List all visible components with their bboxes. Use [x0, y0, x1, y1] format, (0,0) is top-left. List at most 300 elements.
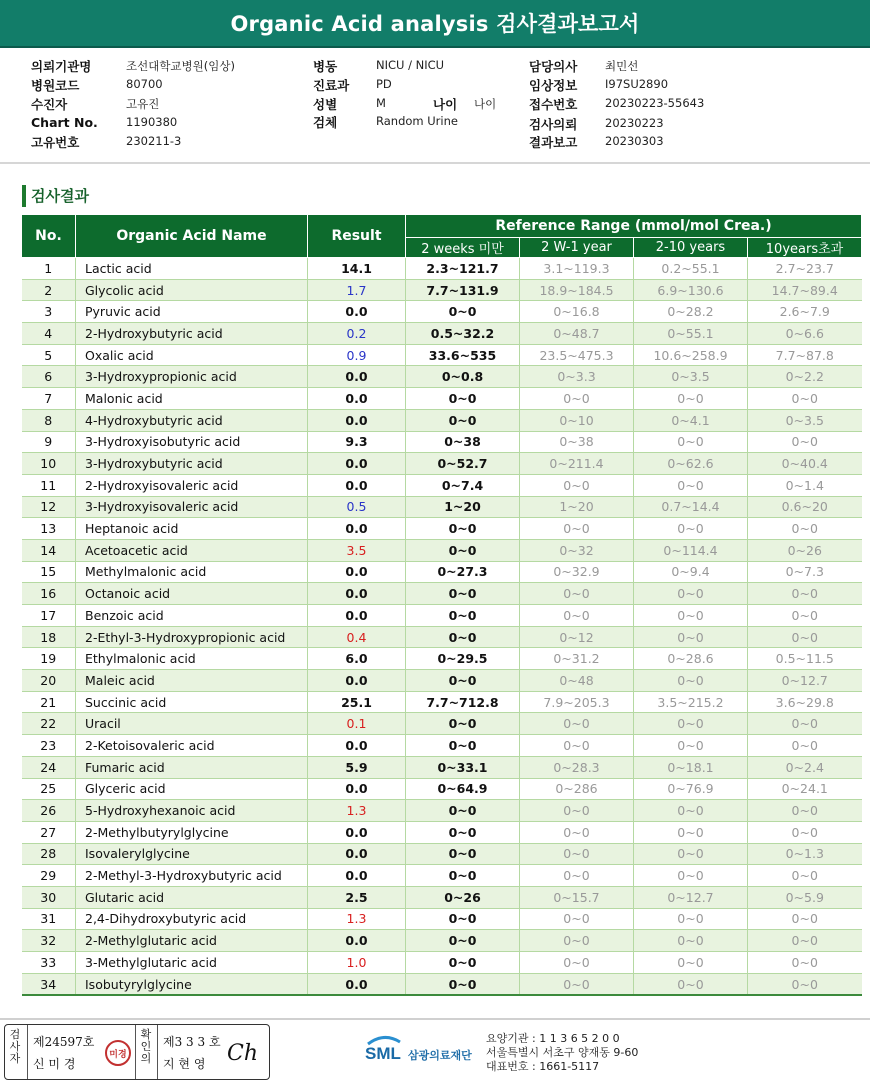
row-no: 33	[22, 952, 76, 974]
row-result: 0.5	[308, 496, 406, 518]
divider	[157, 1025, 158, 1079]
row-ref-2weeks: 7.7~131.9	[406, 279, 520, 301]
row-ref-2weeks: 0~38	[406, 431, 520, 453]
row-ref-2weeks: 0~0	[406, 821, 520, 843]
row-ref-10y-plus: 2.6~7.9	[748, 301, 862, 323]
row-result: 3.5	[308, 539, 406, 561]
row-ref-10y-plus: 0~0	[748, 626, 862, 648]
row-acid-name: 2-Hydroxybutyric acid	[76, 323, 308, 345]
row-result: 0.0	[308, 366, 406, 388]
row-ref-2-10y: 0~0	[634, 865, 748, 887]
divider	[0, 162, 870, 164]
row-ref-2w-1y: 0~0	[520, 908, 634, 930]
row-no: 16	[22, 583, 76, 605]
row-ref-2-10y: 0~55.1	[634, 323, 748, 345]
divider	[0, 1018, 870, 1020]
row-ref-2w-1y: 0~286	[520, 778, 634, 800]
info-label: 수진자	[31, 97, 68, 112]
section-title: 검사결과	[22, 185, 89, 207]
row-acid-name: Maleic acid	[76, 670, 308, 692]
row-ref-2w-1y: 0~0	[520, 843, 634, 865]
row-ref-10y-plus: 0~0	[748, 518, 862, 540]
table-row	[22, 323, 862, 345]
table-row	[22, 821, 862, 843]
row-ref-2-10y: 0~0	[634, 670, 748, 692]
row-ref-2-10y: 0~0	[634, 735, 748, 757]
row-ref-10y-plus: 3.6~29.8	[748, 691, 862, 713]
row-ref-10y-plus: 0~0	[748, 735, 862, 757]
row-ref-2-10y: 6.9~130.6	[634, 279, 748, 301]
confirm-label: 확인의	[140, 1028, 152, 1065]
row-ref-2-10y: 0~28.6	[634, 648, 748, 670]
row-ref-10y-plus: 0~0	[748, 930, 862, 952]
row-result: 0.0	[308, 518, 406, 540]
table-row	[22, 301, 862, 323]
row-acid-name: 2-Ketoisovaleric acid	[76, 735, 308, 757]
row-no: 8	[22, 409, 76, 431]
row-ref-2w-1y: 0~31.2	[520, 648, 634, 670]
info-value: 20230223	[605, 116, 664, 130]
header-result: Result	[308, 215, 406, 258]
row-ref-2weeks: 0~0	[406, 539, 520, 561]
row-ref-2w-1y: 0~0	[520, 605, 634, 627]
row-no: 7	[22, 388, 76, 410]
row-no: 30	[22, 886, 76, 908]
table-row	[22, 670, 862, 692]
row-result: 0.9	[308, 344, 406, 366]
row-no: 23	[22, 735, 76, 757]
row-ref-2weeks: 0~26	[406, 886, 520, 908]
row-ref-10y-plus: 0~0	[748, 713, 862, 735]
row-no: 15	[22, 561, 76, 583]
row-ref-2-10y: 0~28.2	[634, 301, 748, 323]
row-ref-2-10y: 0~76.9	[634, 778, 748, 800]
info-label: 진료과	[313, 78, 350, 93]
row-no: 19	[22, 648, 76, 670]
table-row	[22, 648, 862, 670]
row-ref-2-10y: 0~0	[634, 843, 748, 865]
info-label: 성별	[313, 97, 338, 112]
table-row	[22, 453, 862, 475]
row-no: 4	[22, 323, 76, 345]
row-acid-name: Lactic acid	[76, 258, 308, 280]
report-title: Organic Acid analysis 검사결과보고서	[230, 12, 640, 36]
info-value: 최민선	[605, 59, 639, 73]
table-row	[22, 735, 862, 757]
info-value: 80700	[126, 77, 163, 91]
table-row	[22, 800, 862, 822]
org-info	[486, 1032, 638, 1074]
row-ref-2w-1y: 0~38	[520, 431, 634, 453]
org-info-line: 요양기관 : 1 1 3 6 5 2 0 0	[486, 1032, 620, 1045]
row-acid-name: 3-Hydroxyisobutyric acid	[76, 431, 308, 453]
row-ref-2weeks: 0~0.8	[406, 366, 520, 388]
table-row	[22, 843, 862, 865]
row-ref-2-10y: 0~0	[634, 930, 748, 952]
row-result: 0.0	[308, 778, 406, 800]
row-no: 12	[22, 496, 76, 518]
row-ref-2w-1y: 0~15.7	[520, 886, 634, 908]
row-result: 0.0	[308, 453, 406, 475]
sml-logo-text: SML	[365, 1044, 401, 1063]
row-ref-2weeks: 0~0	[406, 952, 520, 974]
seal-stamp: 미경	[105, 1040, 131, 1066]
table-row	[22, 778, 862, 800]
confirm-name: 지 현 영	[163, 1057, 206, 1071]
row-result: 1.3	[308, 800, 406, 822]
row-no: 2	[22, 279, 76, 301]
row-ref-2weeks: 0~52.7	[406, 453, 520, 475]
row-no: 3	[22, 301, 76, 323]
row-ref-2w-1y: 0~0	[520, 821, 634, 843]
header-ref-col: 2 weeks 미만	[406, 238, 520, 258]
row-ref-2w-1y: 18.9~184.5	[520, 279, 634, 301]
row-acid-name: Glycolic acid	[76, 279, 308, 301]
row-no: 34	[22, 973, 76, 995]
header-reference-range: Reference Range (mmol/mol Crea.)	[406, 215, 862, 238]
row-acid-name: Succinic acid	[76, 691, 308, 713]
row-no: 24	[22, 756, 76, 778]
row-ref-2weeks: 0~0	[406, 626, 520, 648]
row-no: 18	[22, 626, 76, 648]
row-result: 0.0	[308, 843, 406, 865]
info-label: 임상정보	[529, 78, 578, 93]
row-ref-2w-1y: 23.5~475.3	[520, 344, 634, 366]
divider	[135, 1025, 136, 1079]
row-acid-name: 2-Hydroxyisovaleric acid	[76, 474, 308, 496]
row-acid-name: Oxalic acid	[76, 344, 308, 366]
row-ref-2-10y: 0~0	[634, 821, 748, 843]
row-no: 5	[22, 344, 76, 366]
examiner-license-no: 제24597호	[33, 1035, 95, 1049]
row-ref-2weeks: 0~0	[406, 518, 520, 540]
table-row	[22, 605, 862, 627]
row-ref-10y-plus: 0~24.1	[748, 778, 862, 800]
info-value: NICU / NICU	[376, 58, 445, 72]
row-ref-10y-plus: 0~0	[748, 821, 862, 843]
row-acid-name: 5-Hydroxyhexanoic acid	[76, 800, 308, 822]
row-ref-2weeks: 0~7.4	[406, 474, 520, 496]
info-label: 병동	[313, 59, 338, 74]
table-row	[22, 431, 862, 453]
header-ref-col: 2 W-1 year	[520, 238, 634, 258]
row-result: 0.0	[308, 388, 406, 410]
row-ref-2-10y: 0~0	[634, 388, 748, 410]
row-ref-2-10y: 0~0	[634, 952, 748, 974]
row-ref-2weeks: 0~0	[406, 800, 520, 822]
row-ref-2w-1y: 7.9~205.3	[520, 691, 634, 713]
report-title-bar	[0, 0, 870, 48]
row-ref-2w-1y: 0~0	[520, 474, 634, 496]
row-ref-2-10y: 0~12.7	[634, 886, 748, 908]
row-ref-10y-plus: 0~1.3	[748, 843, 862, 865]
row-result: 0.0	[308, 973, 406, 995]
row-ref-2-10y: 0~0	[634, 800, 748, 822]
row-ref-2w-1y: 0~211.4	[520, 453, 634, 475]
table-row	[22, 865, 862, 887]
row-ref-2-10y: 0~0	[634, 583, 748, 605]
row-acid-name: Isovalerylglycine	[76, 843, 308, 865]
row-acid-name: Glyceric acid	[76, 778, 308, 800]
row-ref-10y-plus: 0~2.2	[748, 366, 862, 388]
table-row	[22, 409, 862, 431]
table-row	[22, 691, 862, 713]
row-ref-2weeks: 0~33.1	[406, 756, 520, 778]
row-ref-2-10y: 0~0	[634, 626, 748, 648]
row-ref-2w-1y: 0~10	[520, 409, 634, 431]
row-acid-name: Pyruvic acid	[76, 301, 308, 323]
info-value: 230211-3	[126, 134, 182, 148]
row-no: 31	[22, 908, 76, 930]
row-no: 28	[22, 843, 76, 865]
header-ref-col: 10years초과	[748, 238, 862, 258]
row-ref-10y-plus: 0~5.9	[748, 886, 862, 908]
row-result: 0.0	[308, 930, 406, 952]
row-ref-2w-1y: 0~48.7	[520, 323, 634, 345]
row-acid-name: Heptanoic acid	[76, 518, 308, 540]
row-no: 22	[22, 713, 76, 735]
patient-info	[0, 56, 870, 156]
row-result: 14.1	[308, 258, 406, 280]
row-acid-name: 4-Hydroxybutyric acid	[76, 409, 308, 431]
info-value-age: 나이	[474, 97, 497, 111]
info-value: 조선대학교병원(임상)	[126, 59, 235, 73]
info-value: 20230303	[605, 134, 664, 148]
row-ref-2weeks: 0~0	[406, 865, 520, 887]
row-ref-2-10y: 0.7~14.4	[634, 496, 748, 518]
row-no: 21	[22, 691, 76, 713]
info-label: 검체	[313, 115, 338, 130]
row-ref-2-10y: 0~0	[634, 713, 748, 735]
row-ref-2weeks: 0~0	[406, 301, 520, 323]
table-row	[22, 908, 862, 930]
row-result: 1.3	[308, 908, 406, 930]
row-ref-10y-plus: 0~0	[748, 908, 862, 930]
table-row	[22, 713, 862, 735]
table-row	[22, 518, 862, 540]
row-ref-2weeks: 0~0	[406, 843, 520, 865]
row-no: 27	[22, 821, 76, 843]
row-ref-2-10y: 0~18.1	[634, 756, 748, 778]
row-result: 2.5	[308, 886, 406, 908]
row-ref-2weeks: 1~20	[406, 496, 520, 518]
row-result: 0.0	[308, 301, 406, 323]
row-acid-name: Uracil	[76, 713, 308, 735]
info-label: 의뢰기관명	[31, 59, 92, 74]
row-no: 6	[22, 366, 76, 388]
row-acid-name: 3-Hydroxypropionic acid	[76, 366, 308, 388]
row-ref-2w-1y: 0~3.3	[520, 366, 634, 388]
examiner-name: 신 미 경	[33, 1057, 76, 1071]
info-value: 20230223-55643	[605, 96, 705, 110]
row-no: 20	[22, 670, 76, 692]
row-ref-10y-plus: 0~0	[748, 952, 862, 974]
header-ref-col: 2-10 years	[634, 238, 748, 258]
row-ref-2w-1y: 0~0	[520, 865, 634, 887]
row-acid-name: 2-Methylbutyrylglycine	[76, 821, 308, 843]
row-ref-2w-1y: 0~0	[520, 518, 634, 540]
row-ref-10y-plus: 0.6~20	[748, 496, 862, 518]
row-ref-2w-1y: 0~0	[520, 952, 634, 974]
divider	[27, 1025, 28, 1079]
row-no: 9	[22, 431, 76, 453]
row-acid-name: 3-Hydroxyisovaleric acid	[76, 496, 308, 518]
row-acid-name: Isobutyrylglycine	[76, 973, 308, 995]
row-no: 32	[22, 930, 76, 952]
table-row	[22, 474, 862, 496]
row-result: 1.0	[308, 952, 406, 974]
row-ref-10y-plus: 0~3.5	[748, 409, 862, 431]
row-ref-10y-plus: 0~40.4	[748, 453, 862, 475]
row-acid-name: 3-Methylglutaric acid	[76, 952, 308, 974]
row-acid-name: Benzoic acid	[76, 605, 308, 627]
row-ref-2-10y: 0~0	[634, 431, 748, 453]
row-acid-name: 2-Methyl-3-Hydroxybutyric acid	[76, 865, 308, 887]
row-result: 0.0	[308, 670, 406, 692]
row-ref-2w-1y: 0~28.3	[520, 756, 634, 778]
row-no: 25	[22, 778, 76, 800]
row-ref-2w-1y: 0~0	[520, 713, 634, 735]
row-ref-10y-plus: 0~1.4	[748, 474, 862, 496]
row-result: 0.1	[308, 713, 406, 735]
info-label: 담당의사	[529, 59, 578, 74]
row-ref-2w-1y: 0~32.9	[520, 561, 634, 583]
table-row	[22, 388, 862, 410]
table-row	[22, 496, 862, 518]
row-ref-2w-1y: 0~16.8	[520, 301, 634, 323]
info-label: 결과보고	[529, 135, 578, 150]
row-result: 0.2	[308, 323, 406, 345]
row-ref-2w-1y: 0~0	[520, 800, 634, 822]
table-row	[22, 973, 862, 995]
row-ref-10y-plus: 0~26	[748, 539, 862, 561]
row-ref-2w-1y: 3.1~119.3	[520, 258, 634, 280]
row-ref-10y-plus: 14.7~89.4	[748, 279, 862, 301]
row-acid-name: Glutaric acid	[76, 886, 308, 908]
row-ref-2weeks: 0~0	[406, 388, 520, 410]
table-row	[22, 756, 862, 778]
row-ref-10y-plus: 0~0	[748, 388, 862, 410]
row-ref-2w-1y: 0~0	[520, 583, 634, 605]
row-result: 0.0	[308, 735, 406, 757]
row-acid-name: Malonic acid	[76, 388, 308, 410]
org-info-line: 대표번호 : 1661-5117	[486, 1060, 600, 1073]
row-acid-name: Acetoacetic acid	[76, 539, 308, 561]
row-no: 1	[22, 258, 76, 280]
row-ref-10y-plus: 0~12.7	[748, 670, 862, 692]
row-ref-2weeks: 0~27.3	[406, 561, 520, 583]
row-no: 29	[22, 865, 76, 887]
row-result: 1.7	[308, 279, 406, 301]
row-ref-2w-1y: 0~0	[520, 388, 634, 410]
row-acid-name: 2-Ethyl-3-Hydroxypropionic acid	[76, 626, 308, 648]
row-ref-10y-plus: 0~0	[748, 605, 862, 627]
info-label: 검사의뢰	[529, 117, 578, 132]
row-result: 9.3	[308, 431, 406, 453]
row-ref-2weeks: 0~0	[406, 713, 520, 735]
confirm-license-no: 제3 3 3 호	[163, 1035, 221, 1049]
row-ref-2weeks: 2.3~121.7	[406, 258, 520, 280]
info-value: M	[376, 96, 386, 110]
row-ref-2weeks: 0~0	[406, 908, 520, 930]
row-ref-10y-plus: 0~0	[748, 800, 862, 822]
row-ref-2-10y: 0~0	[634, 973, 748, 995]
row-ref-2-10y: 0~3.5	[634, 366, 748, 388]
row-result: 0.4	[308, 626, 406, 648]
row-ref-10y-plus: 0~0	[748, 973, 862, 995]
row-ref-2weeks: 0~0	[406, 930, 520, 952]
row-no: 11	[22, 474, 76, 496]
row-ref-2-10y: 0~62.6	[634, 453, 748, 475]
row-result: 5.9	[308, 756, 406, 778]
row-ref-10y-plus: 7.7~87.8	[748, 344, 862, 366]
table-row	[22, 344, 862, 366]
row-result: 0.0	[308, 561, 406, 583]
row-ref-2-10y: 0~9.4	[634, 561, 748, 583]
row-acid-name: 3-Hydroxybutyric acid	[76, 453, 308, 475]
info-label: 고유번호	[31, 135, 80, 150]
row-ref-2weeks: 0~29.5	[406, 648, 520, 670]
row-ref-2w-1y: 0~0	[520, 735, 634, 757]
row-ref-10y-plus: 0~0	[748, 431, 862, 453]
row-ref-2w-1y: 0~32	[520, 539, 634, 561]
row-result: 0.0	[308, 865, 406, 887]
row-result: 0.0	[308, 474, 406, 496]
row-ref-2w-1y: 0~0	[520, 930, 634, 952]
row-ref-10y-plus: 0~6.6	[748, 323, 862, 345]
info-value: I97SU2890	[605, 77, 669, 91]
row-ref-2weeks: 0~0	[406, 670, 520, 692]
row-ref-2-10y: 0~0	[634, 518, 748, 540]
header-name: Organic Acid Name	[76, 215, 308, 258]
header-no: No.	[22, 215, 76, 258]
results-body	[22, 258, 862, 996]
examiner-label: 검사자	[9, 1028, 21, 1065]
info-value: Random Urine	[376, 114, 458, 128]
row-no: 10	[22, 453, 76, 475]
row-ref-10y-plus: 0~0	[748, 865, 862, 887]
row-ref-2w-1y: 1~20	[520, 496, 634, 518]
row-result: 0.0	[308, 821, 406, 843]
row-ref-2weeks: 0~0	[406, 583, 520, 605]
row-ref-2weeks: 7.7~712.8	[406, 691, 520, 713]
row-no: 14	[22, 539, 76, 561]
row-ref-2weeks: 0.5~32.2	[406, 323, 520, 345]
table-row	[22, 539, 862, 561]
table-row	[22, 952, 862, 974]
table-row	[22, 886, 862, 908]
row-ref-2weeks: 0~0	[406, 605, 520, 627]
table-row	[22, 626, 862, 648]
row-ref-10y-plus: 2.7~23.7	[748, 258, 862, 280]
row-ref-2-10y: 0~0	[634, 908, 748, 930]
row-result: 25.1	[308, 691, 406, 713]
info-label: 병원코드	[31, 78, 80, 93]
row-ref-2weeks: 0~0	[406, 973, 520, 995]
row-acid-name: 2-Methylglutaric acid	[76, 930, 308, 952]
row-ref-2weeks: 33.6~535	[406, 344, 520, 366]
row-acid-name: Methylmalonic acid	[76, 561, 308, 583]
org-info-line: 서울특별시 서초구 양재동 9-60	[486, 1046, 639, 1059]
info-label: 접수번호	[529, 97, 578, 112]
signature: Ch	[227, 1041, 259, 1066]
row-acid-name: Fumaric acid	[76, 756, 308, 778]
table-row	[22, 279, 862, 301]
row-no: 17	[22, 605, 76, 627]
row-result: 0.0	[308, 583, 406, 605]
info-label-age: 나이	[433, 97, 458, 112]
row-result: 0.0	[308, 605, 406, 627]
